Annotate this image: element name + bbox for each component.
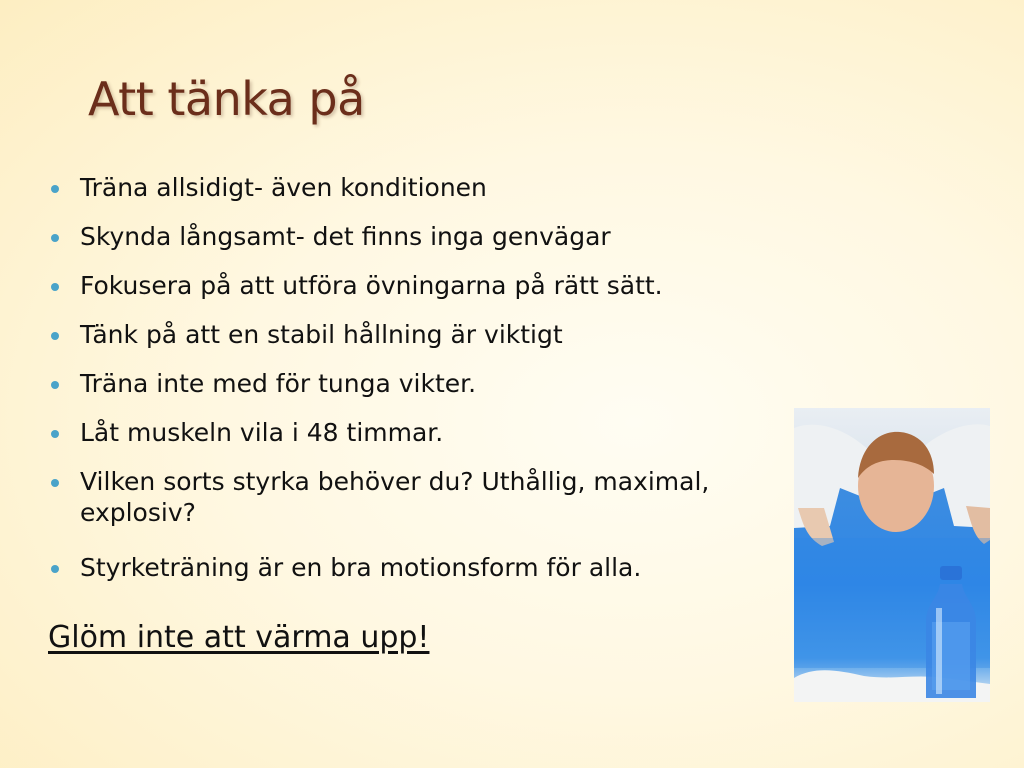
bullet-text: Låt muskeln vila i 48 timmar. [80,418,444,447]
pushup-photo-icon [794,408,990,702]
bullet-item [48,270,788,301]
bullet-item [48,221,788,252]
bullet-text: Träna allsidigt- även konditionen [80,173,487,202]
bullet-item [48,466,770,528]
bullet-text: Tänk på att en stabil hållning är viktigt [80,320,563,349]
pushup-photo [794,408,990,702]
bullet-text: Styrketräning är en bra motionsform för alla. [80,553,642,582]
bullet-dot-icon [51,185,59,193]
bullet-dot-icon [51,332,59,340]
bullet-dot-icon [51,565,59,573]
bullet-text: Fokusera på att utföra övningarna på rätt sätt. [80,271,663,300]
bullet-item [48,172,788,203]
bullet-text: Träna inte med för tunga vikter. [80,369,477,398]
bullet-item [48,319,788,350]
slide-title: Att tänka på [88,72,365,126]
bullet-item [48,417,788,448]
bullet-text: Vilken sorts styrka behöver du? Uthållig, maximal, explosiv? [80,467,710,527]
bullet-item [48,552,788,583]
bullet-item [48,368,788,399]
warmup-note: Glöm inte att värma upp! [48,620,430,655]
bullet-dot-icon [51,283,59,291]
bullet-dot-icon [51,234,59,242]
bullet-dot-icon [51,381,59,389]
bullet-list [48,172,788,583]
bullet-dot-icon [51,479,59,487]
bullet-text: Skynda långsamt- det finns inga genvägar [80,222,611,251]
bullet-dot-icon [51,430,59,438]
